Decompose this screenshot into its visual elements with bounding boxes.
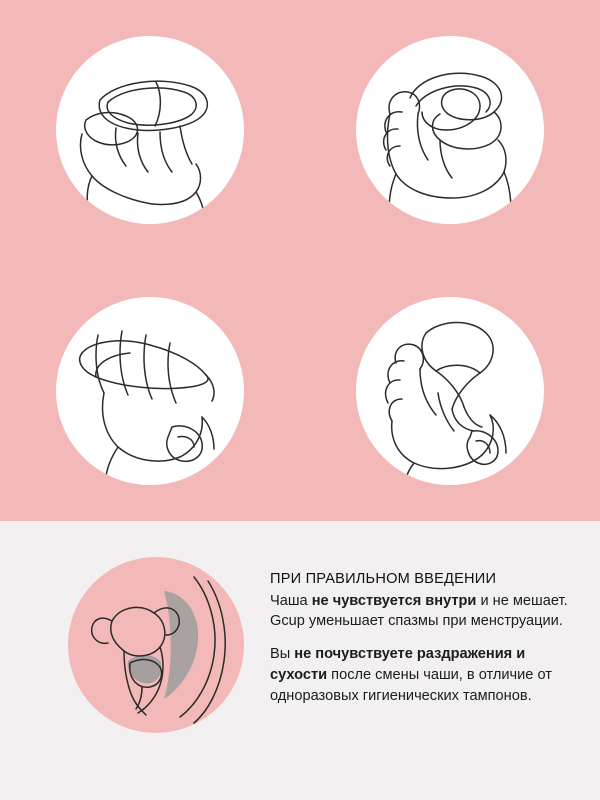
- paragraph-2-part-2: после смены чаши, в отличие от одноразовых гигиенических тампонов.: [270, 666, 552, 704]
- fold-step-1-circle: [56, 36, 244, 224]
- paragraph-1-bold-1: не чувствуется внутри: [311, 592, 477, 609]
- info-title: ПРИ ПРАВИЛЬНОМ ВВЕДЕНИИ: [270, 571, 497, 587]
- info-text-block: [270, 569, 570, 718]
- paragraph-2-bold-1: не почувствуете раздражения и сухости: [270, 646, 526, 683]
- fold-step-2-circle: [356, 36, 544, 224]
- info-panel: [0, 521, 600, 800]
- paragraph-2-part-1: Вы: [270, 646, 295, 663]
- hand-holding-folded-cup-ready-icon: [356, 297, 544, 485]
- anatomy-figure-circle: [68, 557, 244, 733]
- info-paragraph-2: [270, 644, 570, 706]
- info-paragraph-1: [270, 591, 570, 632]
- anatomy-cross-section-cup-inserted-icon: [68, 557, 244, 733]
- hand-folding-cup-c-fold-icon: [356, 36, 544, 224]
- hand-pinching-cup-rim-icon: [56, 297, 244, 485]
- fold-step-3-circle: [56, 297, 244, 485]
- paragraph-1-part-2: и не мешает. Gcup уменьшает спазмы при менструации.: [270, 592, 568, 630]
- hand-holding-flat-folded-cup-icon: [56, 36, 244, 224]
- fold-step-4-circle: [356, 297, 544, 485]
- paragraph-1-part-1: Чаша: [270, 592, 312, 609]
